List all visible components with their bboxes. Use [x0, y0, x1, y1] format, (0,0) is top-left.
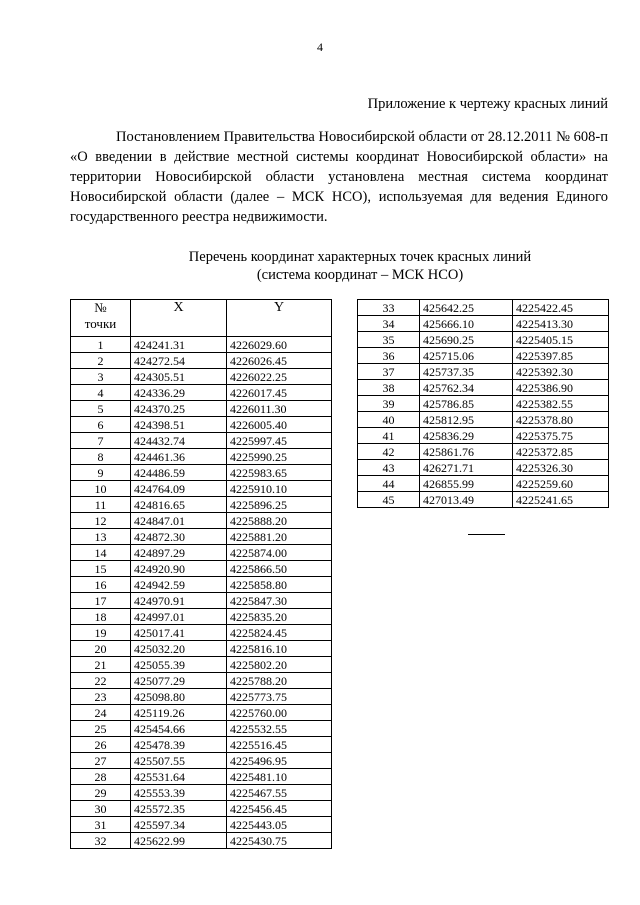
table-row: [358, 396, 609, 412]
y-value-cell: 4225386.90: [513, 380, 609, 396]
table-row: [358, 412, 609, 428]
point-number-cell: 10: [71, 481, 131, 497]
table-row: [358, 444, 609, 460]
point-number-cell: 24: [71, 705, 131, 721]
point-number-cell: 4: [71, 385, 131, 401]
x-value-cell: 425861.76: [420, 444, 513, 460]
table-row: [71, 577, 332, 593]
coordinates-table-right: [357, 299, 609, 508]
header-point-number-line1: №: [94, 300, 107, 315]
y-value-cell: 4226022.25: [227, 369, 332, 385]
x-value-cell: 425531.64: [131, 769, 227, 785]
point-number-cell: 31: [71, 817, 131, 833]
point-number-cell: 12: [71, 513, 131, 529]
table-header-row: [71, 300, 332, 337]
y-value-cell: 4226026.45: [227, 353, 332, 369]
point-number-cell: 11: [71, 497, 131, 513]
x-value-cell: 424764.09: [131, 481, 227, 497]
y-value-cell: 4225802.20: [227, 657, 332, 673]
table-row: [71, 449, 332, 465]
point-number-cell: 43: [358, 460, 420, 476]
y-value-cell: 4225858.80: [227, 577, 332, 593]
x-value-cell: 425017.41: [131, 625, 227, 641]
table-row: [71, 833, 332, 849]
y-value-cell: 4225422.45: [513, 300, 609, 316]
x-value-cell: 424398.51: [131, 417, 227, 433]
point-number-cell: 38: [358, 380, 420, 396]
point-number-cell: 19: [71, 625, 131, 641]
x-value-cell: 424997.01: [131, 609, 227, 625]
appendix-title: Приложение к чертежу красных линий: [367, 96, 608, 112]
y-value-cell: 4226011.30: [227, 401, 332, 417]
point-number-cell: 40: [358, 412, 420, 428]
point-number-cell: 5: [71, 401, 131, 417]
y-value-cell: 4225405.15: [513, 332, 609, 348]
point-number-cell: 33: [358, 300, 420, 316]
x-value-cell: 424942.59: [131, 577, 227, 593]
y-value-cell: 4225456.45: [227, 801, 332, 817]
y-value-cell: 4225382.55: [513, 396, 609, 412]
point-number-cell: 37: [358, 364, 420, 380]
y-value-cell: 4225824.45: [227, 625, 332, 641]
y-value-cell: 4225430.75: [227, 833, 332, 849]
list-title-line2: (система координат – МСК НСО): [256, 267, 464, 283]
x-value-cell: 424370.25: [131, 401, 227, 417]
x-value-cell: 424461.36: [131, 449, 227, 465]
y-value-cell: 4226005.40: [227, 417, 332, 433]
x-value-cell: 425836.29: [420, 428, 513, 444]
table-row: [71, 657, 332, 673]
x-value-cell: 425737.35: [420, 364, 513, 380]
point-number-cell: 2: [71, 353, 131, 369]
point-number-cell: 1: [71, 337, 131, 353]
list-title: [70, 248, 640, 284]
y-value-cell: 4225496.95: [227, 753, 332, 769]
y-value-cell: 4225443.05: [227, 817, 332, 833]
x-value-cell: 424305.51: [131, 369, 227, 385]
x-value-cell: 425077.29: [131, 673, 227, 689]
point-number-cell: 14: [71, 545, 131, 561]
y-value-cell: 4225481.10: [227, 769, 332, 785]
x-value-cell: 424872.30: [131, 529, 227, 545]
y-value-cell: 4225881.20: [227, 529, 332, 545]
x-value-cell: 425812.95: [420, 412, 513, 428]
point-number-cell: 27: [71, 753, 131, 769]
x-value-cell: 425032.20: [131, 641, 227, 657]
y-value-cell: 4225397.85: [513, 348, 609, 364]
intro-paragraph: Постановлением Правительства Новосибирской области от 28.12.2011 № 608-п «О введении в действие местной системы координат Новосибирской области» на территории Новосибирской области установлена местная система координат Новосибирской области (далее – МСК НСО), используемая для ведения Единого государственного реестра недвижимости.: [70, 129, 608, 225]
table-row: [358, 332, 609, 348]
point-number-cell: 28: [71, 769, 131, 785]
coordinates-table-left: [70, 299, 332, 849]
x-value-cell: 424432.74: [131, 433, 227, 449]
table-row: [71, 465, 332, 481]
point-number-cell: 25: [71, 721, 131, 737]
table-row: [71, 369, 332, 385]
table-row: [71, 385, 332, 401]
table-row: [71, 641, 332, 657]
x-value-cell: 424970.91: [131, 593, 227, 609]
y-value-cell: 4225467.55: [227, 785, 332, 801]
x-value-cell: 425666.10: [420, 316, 513, 332]
x-value-cell: 424816.65: [131, 497, 227, 513]
table-row: [358, 460, 609, 476]
y-value-cell: 4225896.25: [227, 497, 332, 513]
y-value-cell: 4225983.65: [227, 465, 332, 481]
y-value-cell: 4225760.00: [227, 705, 332, 721]
table-row: [358, 300, 609, 316]
x-value-cell: 425762.34: [420, 380, 513, 396]
x-value-cell: 425786.85: [420, 396, 513, 412]
point-number-cell: 6: [71, 417, 131, 433]
x-value-cell: 425055.39: [131, 657, 227, 673]
point-number-cell: 29: [71, 785, 131, 801]
table-row: [71, 769, 332, 785]
point-number-cell: 9: [71, 465, 131, 481]
y-value-cell: 4225326.30: [513, 460, 609, 476]
point-number-cell: 18: [71, 609, 131, 625]
x-value-cell: 424920.90: [131, 561, 227, 577]
table-row: [71, 545, 332, 561]
table-row: [71, 337, 332, 353]
table-row: [71, 737, 332, 753]
point-number-cell: 7: [71, 433, 131, 449]
point-number-cell: 42: [358, 444, 420, 460]
table-row: [71, 529, 332, 545]
header-point-number-line2: точки: [84, 316, 117, 331]
header-y: Y: [227, 300, 332, 337]
y-value-cell: 4225773.75: [227, 689, 332, 705]
table-row: [71, 481, 332, 497]
x-value-cell: 425690.25: [420, 332, 513, 348]
header-point-number: [71, 300, 131, 337]
point-number-cell: 23: [71, 689, 131, 705]
x-value-cell: 426271.71: [420, 460, 513, 476]
y-value-cell: 4225413.30: [513, 316, 609, 332]
point-number-cell: 26: [71, 737, 131, 753]
x-value-cell: 425507.55: [131, 753, 227, 769]
page-number: 4: [317, 40, 323, 54]
table-row: [71, 721, 332, 737]
point-number-cell: 20: [71, 641, 131, 657]
x-value-cell: 427013.49: [420, 492, 513, 508]
y-value-cell: 4225874.00: [227, 545, 332, 561]
y-value-cell: 4225816.10: [227, 641, 332, 657]
y-value-cell: 4225866.50: [227, 561, 332, 577]
x-value-cell: 425119.26: [131, 705, 227, 721]
x-value-cell: 425553.39: [131, 785, 227, 801]
table-row: [358, 364, 609, 380]
table-row: [71, 401, 332, 417]
point-number-cell: 30: [71, 801, 131, 817]
header-x: X: [131, 300, 227, 337]
table-row: [358, 348, 609, 364]
y-value-cell: 4225910.10: [227, 481, 332, 497]
y-value-cell: 4225378.80: [513, 412, 609, 428]
y-value-cell: 4225241.65: [513, 492, 609, 508]
point-number-cell: 45: [358, 492, 420, 508]
table-row: [71, 433, 332, 449]
table-row: [358, 380, 609, 396]
y-value-cell: 4225375.75: [513, 428, 609, 444]
table-row: [71, 497, 332, 513]
table-row: [71, 673, 332, 689]
y-value-cell: 4225259.60: [513, 476, 609, 492]
point-number-cell: 39: [358, 396, 420, 412]
table-row: [358, 428, 609, 444]
y-value-cell: 4225847.30: [227, 593, 332, 609]
table-row: [71, 801, 332, 817]
x-value-cell: 425572.35: [131, 801, 227, 817]
x-value-cell: 425098.80: [131, 689, 227, 705]
x-value-cell: 424336.29: [131, 385, 227, 401]
y-value-cell: 4225372.85: [513, 444, 609, 460]
point-number-cell: 32: [71, 833, 131, 849]
table-row: [71, 625, 332, 641]
point-number-cell: 15: [71, 561, 131, 577]
x-value-cell: 425478.39: [131, 737, 227, 753]
x-value-cell: 424847.01: [131, 513, 227, 529]
y-value-cell: 4225532.55: [227, 721, 332, 737]
x-value-cell: 425642.25: [420, 300, 513, 316]
table-row: [358, 492, 609, 508]
table-row: [71, 705, 332, 721]
point-number-cell: 13: [71, 529, 131, 545]
y-value-cell: 4225888.20: [227, 513, 332, 529]
x-value-cell: 426855.99: [420, 476, 513, 492]
y-value-cell: 4225392.30: [513, 364, 609, 380]
y-value-cell: 4225788.20: [227, 673, 332, 689]
table-row: [71, 513, 332, 529]
x-value-cell: 425454.66: [131, 721, 227, 737]
x-value-cell: 424272.54: [131, 353, 227, 369]
point-number-cell: 21: [71, 657, 131, 673]
point-number-cell: 35: [358, 332, 420, 348]
point-number-cell: 8: [71, 449, 131, 465]
point-number-cell: 41: [358, 428, 420, 444]
y-value-cell: 4225997.45: [227, 433, 332, 449]
table-row: [358, 316, 609, 332]
list-title-line1: Перечень координат характерных точек красных линий: [188, 249, 532, 265]
point-number-cell: 22: [71, 673, 131, 689]
point-number-cell: 3: [71, 369, 131, 385]
x-value-cell: 424897.29: [131, 545, 227, 561]
x-value-cell: 424241.31: [131, 337, 227, 353]
table-row: [71, 753, 332, 769]
y-value-cell: 4225835.20: [227, 609, 332, 625]
table-row: [71, 817, 332, 833]
table-row: [71, 353, 332, 369]
point-number-cell: 34: [358, 316, 420, 332]
point-number-cell: 44: [358, 476, 420, 492]
point-number-cell: 16: [71, 577, 131, 593]
x-value-cell: 424486.59: [131, 465, 227, 481]
point-number-cell: 17: [71, 593, 131, 609]
x-value-cell: 425597.34: [131, 817, 227, 833]
table-row: [358, 476, 609, 492]
y-value-cell: 4226029.60: [227, 337, 332, 353]
x-value-cell: 425715.06: [420, 348, 513, 364]
table-row: [71, 593, 332, 609]
y-value-cell: 4226017.45: [227, 385, 332, 401]
x-value-cell: 425622.99: [131, 833, 227, 849]
y-value-cell: 4225516.45: [227, 737, 332, 753]
y-value-cell: 4225990.25: [227, 449, 332, 465]
table-row: [71, 689, 332, 705]
table-row: [71, 609, 332, 625]
table-row: [71, 417, 332, 433]
table-row: [71, 785, 332, 801]
end-divider: [468, 534, 505, 535]
point-number-cell: 36: [358, 348, 420, 364]
table-row: [71, 561, 332, 577]
